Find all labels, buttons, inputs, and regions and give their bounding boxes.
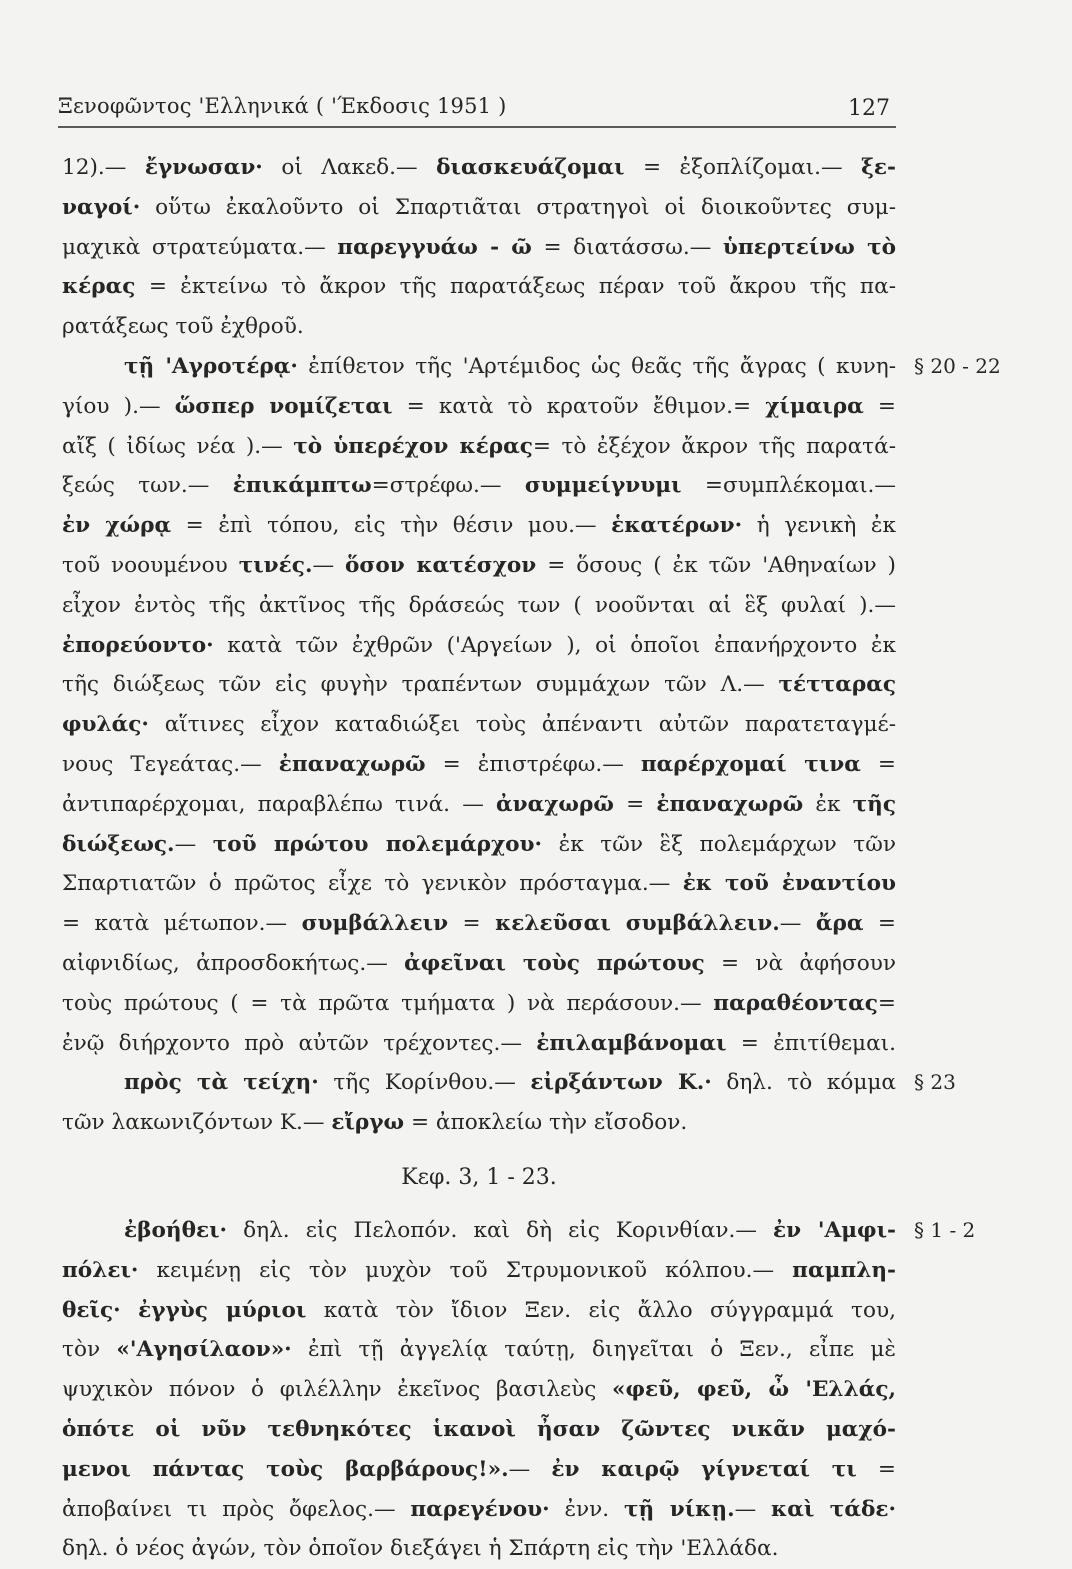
- lemma: ὁπότε οἱ νῦν τεθνηκότες ἱκανοὶ ἦσαν ζῶντες νικᾶν μαχό-: [62, 1416, 896, 1442]
- gloss-text: =: [863, 393, 896, 419]
- gloss-text: δηλ. τὸ κόμμα: [711, 1070, 896, 1096]
- lemma: ἐβοήθει·: [124, 1217, 228, 1243]
- text-line: [62, 785, 896, 825]
- text-line: [62, 745, 896, 785]
- lemma: χίμαιρα: [765, 393, 864, 419]
- lemma: ἐν 'Αμφι-: [773, 1217, 896, 1243]
- gloss-text: αἵτινες εἶχον καταδιώξει τοὺς ἀπέναντι αὐτῶν παρατεταγμέ-: [148, 712, 896, 738]
- text-line: [62, 1370, 896, 1410]
- text-line: [62, 1291, 896, 1331]
- gloss-text: —: [734, 1496, 772, 1522]
- gloss-text: κειμένῃ εἰς τὸν μυχὸν τοῦ Στρυμονικοῦ κόλπου.—: [138, 1257, 793, 1283]
- gloss-text: ἐνῷ διήρχοντο πρὸ αὐτῶν τρέχοντες.—: [62, 1030, 537, 1056]
- gloss-text: ἀντιπαρέρχομαι, παραβλέπω τινά. —: [62, 791, 496, 817]
- gloss-text: = ἐπιτίθεμαι.: [726, 1030, 896, 1056]
- gloss-text: = τὸ ἐξέχον ἄκρον τῆς παρατά-: [532, 433, 897, 459]
- lemma: τῇ νίκῃ.: [624, 1496, 735, 1522]
- gloss-text: ἐπὶ τῇ ἀγγελίᾳ ταύτῃ, διηγεῖται ὁ Ξεν., εἶπε μὲ: [291, 1337, 896, 1363]
- gloss-text: = κατὰ μέτωπον.—: [62, 911, 302, 937]
- lemma: διασκευάζομαι: [436, 155, 625, 180]
- gloss-text: οἱ Λακεδ.—: [262, 155, 437, 180]
- lemma: ἀφεῖναι τοὺς πρώτους: [404, 950, 705, 976]
- lemma: ἑκατέρων·: [611, 513, 743, 539]
- lemma: μενοι πάντας τοὺς βαρβάρους!».: [62, 1456, 509, 1482]
- lemma: ἐπαναχωρῶ: [278, 751, 426, 777]
- margin-section-ref: § 1 - 2: [914, 1217, 976, 1242]
- text-line: [62, 665, 896, 705]
- lemma: κέρας: [62, 274, 136, 300]
- gloss-text: = ἐπιστρέφω.—: [425, 751, 641, 777]
- text-line: [62, 825, 896, 865]
- gloss-text: —: [779, 911, 816, 937]
- lemma: «φεῦ, φεῦ, ὦ 'Ελλάς,: [611, 1377, 897, 1403]
- gloss-text: = ἐκτείνω τὸ ἄκρον τῆς παρατάξεως πέραν τοῦ ἄκρου τῆς πα-: [135, 274, 896, 300]
- lemma: κελεῦσαι συμβάλλειν.: [495, 911, 780, 937]
- lemma: συμβάλλειν: [301, 911, 449, 937]
- lemma: ἐπιλαμβάνομαι: [536, 1030, 727, 1056]
- gloss-text: μαχικὰ στρατεύματα.—: [62, 234, 338, 260]
- gloss-text: ἐνν.: [549, 1496, 625, 1522]
- lemma: παρεγένου·: [410, 1496, 550, 1522]
- lemma: «'Αγησίλαον»·: [116, 1337, 292, 1363]
- text-line: [62, 1410, 896, 1450]
- text-line: [62, 427, 896, 467]
- gloss-text: =στρέφω.—: [371, 473, 525, 499]
- gloss-text: τοὺς πρώτους ( = τὰ πρῶτα τμήματα ) νὰ περάσουν.—: [62, 990, 714, 1016]
- lemma: συμμείγνυμι: [524, 473, 682, 499]
- running-header: [58, 86, 896, 128]
- lemma: ξε-: [861, 155, 896, 180]
- text-line: [62, 1330, 896, 1370]
- running-title: Ξενοφῶντος 'Ελληνικά ( 'Έκδοσις 1951 ): [58, 94, 507, 118]
- text-line: [62, 1024, 896, 1064]
- gloss-text: ρατάξεως τοῦ ἐχθροῦ.: [62, 314, 304, 340]
- text-line: [62, 705, 896, 745]
- gloss-text: ψυχικὸν πόνον ὁ φιλέλλην ἐκεῖνος βασιλεὺς: [62, 1377, 612, 1403]
- lemma: παμπλη-: [792, 1257, 896, 1283]
- gloss-text: ἐκ: [803, 791, 853, 817]
- lemma: τὸ ὑπερέχον κέρας: [293, 433, 533, 459]
- gloss-text: ἐκ τῶν ἓξ πολεμάρχων τῶν: [542, 831, 896, 857]
- text-line: [62, 546, 896, 586]
- gloss-text: [121, 1298, 138, 1323]
- gloss-text: τῶν λακωνιζόντων Κ.—: [62, 1110, 332, 1136]
- lemma: καὶ τάδε·: [771, 1496, 896, 1522]
- lemma: τοῦ πρώτου πολεμάρχου·: [212, 831, 543, 857]
- gloss-text: ἀποβαίνει τι πρὸς ὄφελος.—: [62, 1496, 411, 1522]
- text-line: [62, 984, 896, 1024]
- lemma: θεῖς·: [62, 1297, 121, 1323]
- lemma: ἐπικάμπτω: [232, 473, 372, 499]
- lemma: εἰρξάντων Κ.·: [530, 1070, 712, 1096]
- gloss-text: τῆς διώξεως τῶν εἰς φυγὴν τραπέντων συμμάχων τῶν Λ.—: [62, 672, 779, 698]
- gloss-text: = κατὰ τὸ κρατοῦν ἔθιμον.=: [392, 393, 766, 419]
- gloss-text: κατὰ τῶν ἐχθρῶν ('Αργείων ), οἱ ὁποῖοι ἐπανήρχοντο ἐκ: [213, 632, 896, 658]
- text-line: [62, 1211, 976, 1251]
- lemma: πόλει·: [62, 1257, 139, 1283]
- lemma: διώξεως.: [62, 831, 175, 857]
- text-line: [62, 148, 896, 188]
- text-line: [62, 228, 896, 268]
- gloss-text: —: [508, 1456, 552, 1482]
- text-line: [62, 387, 896, 427]
- text-line: [62, 586, 896, 626]
- margin-section-ref: § 20 - 22: [914, 353, 1001, 378]
- gloss-text: δηλ. ὁ νέος ἀγών, τὸν ὁποῖον διεξάγει ἡ Σπάρτη εἰς τὴν 'Ελλάδα.: [62, 1536, 779, 1562]
- lemma: παρέρχομαί τινα: [640, 751, 861, 777]
- lemma: εἴργω: [331, 1110, 405, 1136]
- lemma: τῇ 'Αγροτέρᾳ·: [124, 353, 298, 379]
- section-heading: Κεφ. 3, 1 - 23.: [401, 1164, 557, 1190]
- lemma: ἐπορεύοντο·: [62, 632, 214, 658]
- lemma: τινές.: [238, 552, 313, 578]
- lemma: ἄρα: [815, 911, 864, 937]
- lemma: ναγοί·: [62, 194, 141, 220]
- gloss-text: αἴξ ( ἰδίως νέα ).—: [62, 433, 294, 459]
- text-line: [62, 307, 896, 347]
- text-line: [62, 1103, 896, 1143]
- lemma: ἐγγὺς μύριοι: [138, 1297, 307, 1323]
- gloss-text: αἰφνιδίως, ἀπροσδοκήτως.—: [62, 950, 405, 976]
- gloss-text: ἐπίθετον τῆς 'Αρτέμιδος ὡς θεᾶς τῆς ἄγρας ( κυνη-: [297, 353, 896, 379]
- commentary-block-2: [62, 1211, 976, 1569]
- page-number: 127: [848, 96, 890, 121]
- gloss-text: Σπαρτιατῶν ὁ πρῶτος εἶχε τὸ γενικὸν πρόσταγμα.—: [62, 871, 683, 897]
- text-line: [62, 864, 896, 904]
- gloss-text: =: [448, 911, 496, 937]
- gloss-text: = ἐξοπλίζομαι.—: [624, 155, 862, 180]
- text-line: [62, 1450, 896, 1490]
- text-line: [62, 347, 1001, 387]
- gloss-text: ξεώς των.—: [62, 473, 233, 499]
- text-line: [62, 188, 896, 228]
- lemma: ἀναχωρῶ: [495, 791, 614, 817]
- text-line: [62, 267, 896, 307]
- text-line: [62, 1529, 896, 1569]
- lemma: παρεγγυάω - ῶ: [337, 234, 532, 260]
- gloss-text: τοῦ νοουμένου: [62, 552, 239, 578]
- text-line: [62, 904, 896, 944]
- gloss-text: τὸν: [62, 1337, 117, 1363]
- gloss-text: = ὅσους ( ἐκ τῶν 'Αθηναίων ): [536, 552, 896, 578]
- lemma: τῆς: [852, 791, 897, 817]
- gloss-text: νους Τεγεάτας.—: [62, 751, 279, 777]
- gloss-text: γίου ).—: [62, 393, 175, 419]
- gloss-text: τῆς Κορίνθου.—: [318, 1070, 531, 1096]
- lemma: ἐπαναχωρῶ: [656, 791, 804, 817]
- gloss-text: = ἀποκλείω τὴν εἴσοδον.: [404, 1110, 688, 1136]
- lemma: τέτταρας: [778, 672, 896, 698]
- text-line: [62, 466, 896, 506]
- gloss-text: = νὰ ἀφήσουν: [704, 950, 896, 976]
- lemma: ὅσον κατέσχον: [345, 552, 537, 578]
- commentary-block-1: [62, 148, 1001, 1143]
- text-line: [62, 506, 896, 546]
- gloss-text: =: [877, 990, 896, 1016]
- lemma: ὑπερτείνω τὸ: [722, 234, 896, 260]
- text-line: [62, 1251, 896, 1291]
- lemma: ἐν καιρῷ γίγνεταί τι: [551, 1456, 857, 1482]
- lemma: φυλάς·: [62, 712, 149, 738]
- lemma: ὥσπερ νομίζεται: [174, 393, 393, 419]
- gloss-text: κατὰ τὸν ἴδιον Ξεν. εἰς ἄλλο σύγγραμμά του,: [306, 1297, 896, 1323]
- lemma: ἔγνωσαν·: [144, 155, 263, 180]
- gloss-text: δηλ. εἰς Πελοπόν. καὶ δὴ εἰς Κορινθίαν.—: [227, 1217, 774, 1243]
- gloss-text: =: [856, 1456, 896, 1482]
- page-body: [62, 148, 1001, 1569]
- gloss-text: = ἐπὶ τόπου, εἰς τὴν θέσιν μου.—: [171, 513, 612, 539]
- gloss-text: ἡ γενικὴ ἐκ: [742, 513, 897, 539]
- lemma: ἐκ τοῦ ἐναντίου: [682, 871, 896, 897]
- lemma: παραθέοντας: [713, 990, 878, 1016]
- gloss-text: =: [860, 751, 897, 777]
- text-line: [62, 944, 896, 984]
- lemma: ἐν χώρᾳ: [62, 513, 172, 539]
- text-line: [62, 1490, 896, 1530]
- margin-section-ref: § 23: [914, 1070, 956, 1095]
- lemma: πρὸς τὰ τείχη·: [124, 1070, 319, 1096]
- gloss-text: οὕτω ἐκαλοῦντο οἱ Σπαρτιᾶται στρατηγοὶ οἱ διοικοῦντες συμ-: [140, 194, 896, 220]
- text-line: [62, 1063, 956, 1103]
- gloss-text: —: [174, 831, 213, 857]
- gloss-text: εἶχον ἐντὸς τῆς ἀκτῖνος τῆς δράσεώς των ( νοοῦνται αἱ ἓξ φυλαί ).—: [62, 592, 896, 618]
- gloss-text: =συμπλέκομαι.—: [681, 473, 896, 499]
- gloss-text: 12).—: [62, 155, 145, 180]
- gloss-text: =: [613, 791, 657, 817]
- gloss-text: —: [312, 552, 346, 578]
- text-line: [62, 626, 896, 666]
- gloss-text: = διατάσσω.—: [531, 234, 723, 260]
- gloss-text: =: [863, 911, 896, 937]
